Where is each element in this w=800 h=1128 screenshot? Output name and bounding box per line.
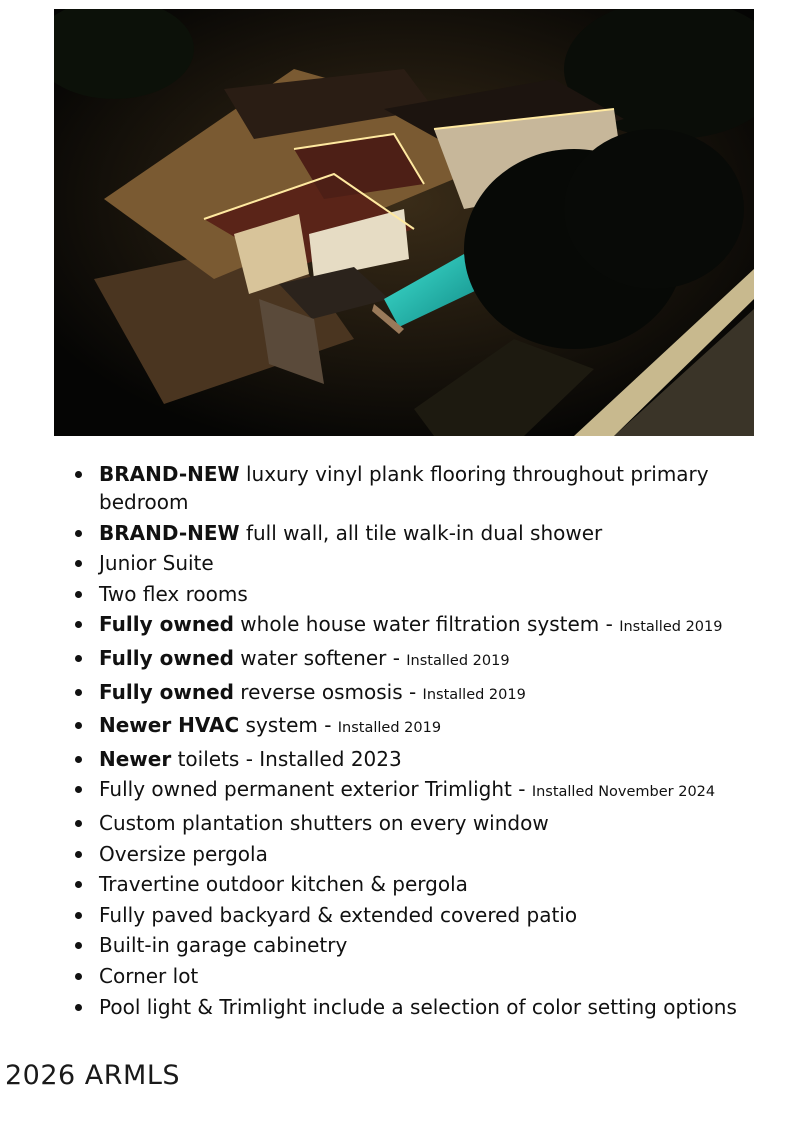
list-item: Fully owned reverse osmosis - Installed 2019: [75, 678, 775, 709]
list-item: Two flex rooms: [75, 580, 775, 608]
list-item: Pool light & Trimlight include a selection of color setting options: [75, 993, 775, 1021]
list-item: Newer HVAC system - Installed 2019: [75, 711, 775, 742]
list-item: BRAND-NEW luxury vinyl plank flooring throughout primary bedroom: [75, 460, 775, 516]
list-item: Fully owned whole house water filtration system - Installed 2019: [75, 610, 775, 641]
list-item: Built-in garage cabinetry: [75, 931, 775, 959]
list-item: Custom plantation shutters on every window: [75, 809, 775, 837]
list-item: Junior Suite: [75, 549, 775, 577]
list-item: Fully owned water softener - Installed 2019: [75, 644, 775, 675]
list-item: Oversize pergola: [75, 840, 775, 868]
features-list: [75, 460, 775, 1023]
list-item: Fully paved backyard & extended covered patio: [75, 901, 775, 929]
aerial-house-photo: [54, 9, 754, 436]
list-item: BRAND-NEW full wall, all tile walk-in dual shower: [75, 519, 775, 547]
list-item: Newer toilets - Installed 2023: [75, 745, 775, 773]
list-item: Travertine outdoor kitchen & pergola: [75, 870, 775, 898]
copyright-text: 2026 ARMLS: [5, 1060, 181, 1091]
list-item: Corner lot: [75, 962, 775, 990]
list-item: Fully owned permanent exterior Trimlight - Installed November 2024: [75, 775, 775, 806]
aerial-night-house-photo-icon: [54, 9, 754, 436]
